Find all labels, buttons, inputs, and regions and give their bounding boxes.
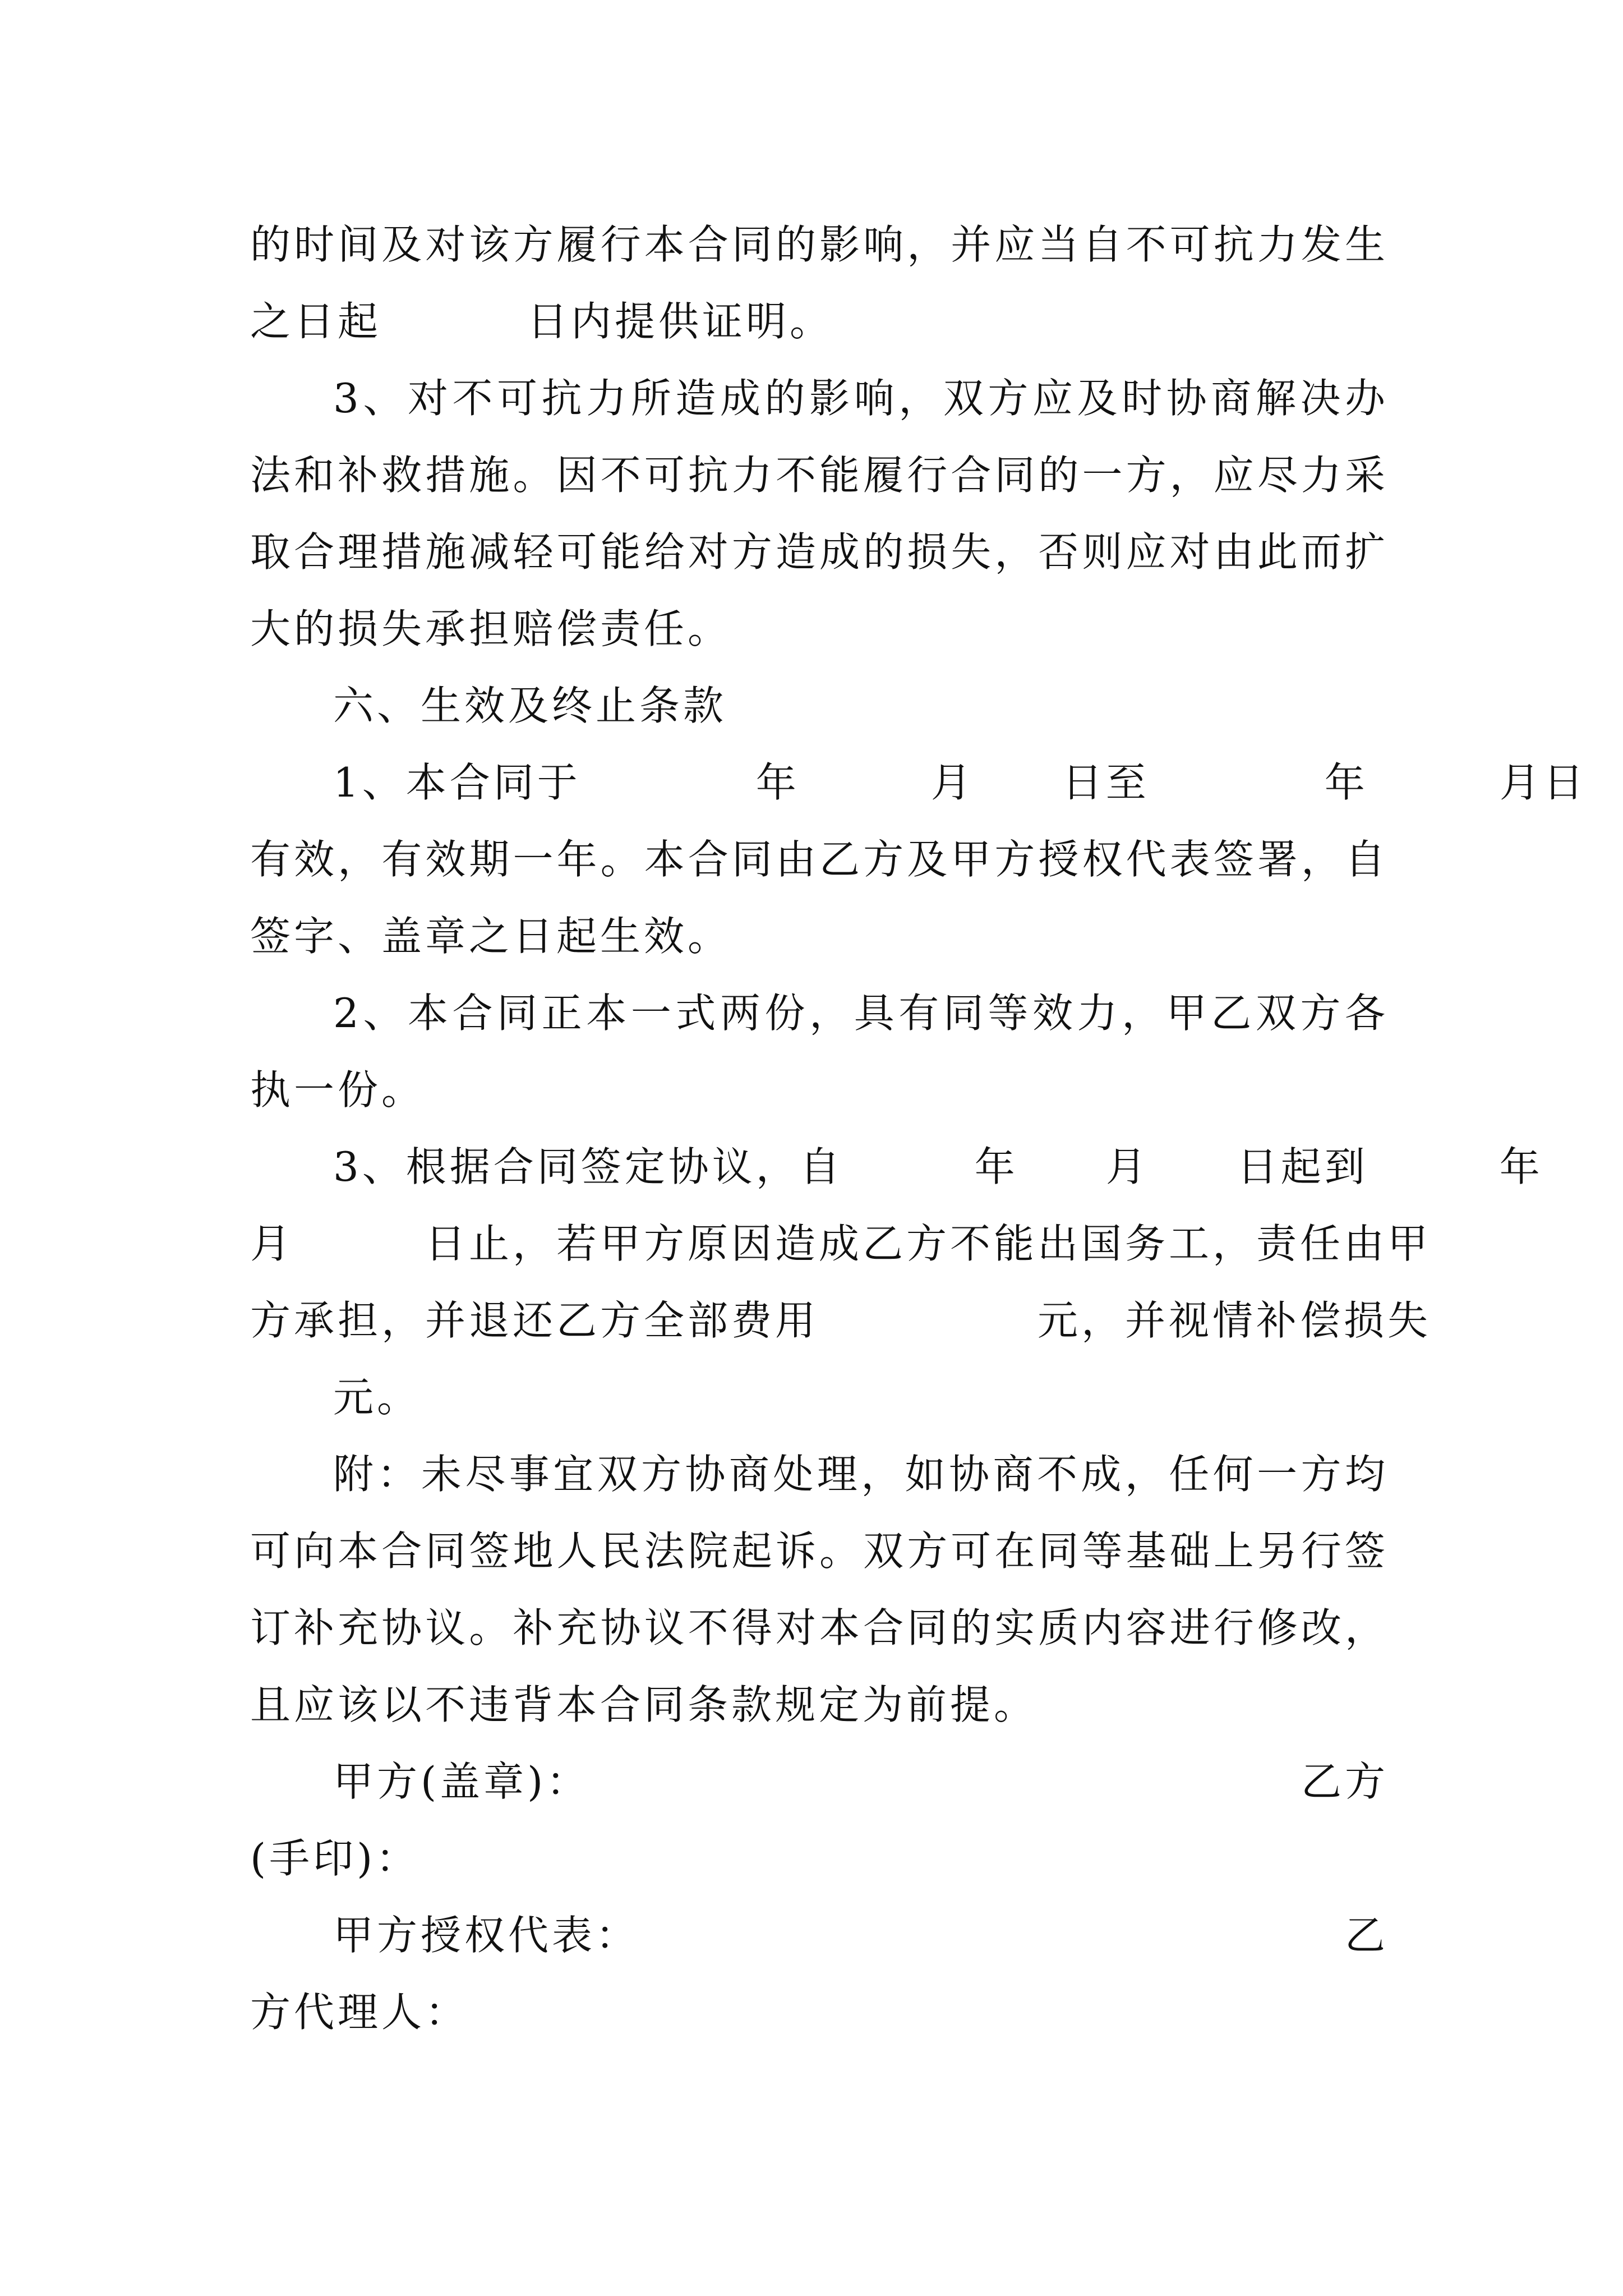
text-line: 取合理措施减轻可能给对方造成的损失，否则应对由此而扩 xyxy=(250,528,1389,576)
text-fragment: 日内提供证明。 xyxy=(527,298,834,345)
text-line: 可向本合同签地人民法院起诉。双方可在同等基础上另行签 xyxy=(250,1527,1389,1575)
party-b-agent-label: 方代理人： xyxy=(250,1989,469,2036)
party-a-representative-label: 甲方授权代表： xyxy=(333,1912,640,1959)
text-line: 执一份。 xyxy=(250,1066,426,1114)
text-line: 且应该以不违背本合同条款规定为前提。 xyxy=(250,1681,1038,1728)
appendix-note: 附：未尽事宜双方协商处理，如协商不成，任何一方均 xyxy=(333,1451,1389,1498)
section-heading: 六、生效及终止条款 xyxy=(333,682,727,729)
text-line: 的时间及对该方履行本合同的影响，并应当自不可抗力发生 xyxy=(250,221,1389,268)
party-b-thumbprint-label: (手印)： xyxy=(250,1835,420,1882)
clause-2: 2、本合同正本一式两份，具有同等效力，甲乙双方各 xyxy=(333,990,1389,1037)
text-line: 月 日止，若甲方原因造成乙方不能出国务工，责任由甲 xyxy=(250,1220,1432,1267)
text-line: 大的损失承担赔偿责任。 xyxy=(250,605,732,652)
contract-text xyxy=(250,206,1587,2051)
party-b-label: 乙方 xyxy=(1301,1758,1389,1805)
clause-3: 3、对不可抗力所造成的影响，双方应及时协商解决办 xyxy=(333,375,1389,422)
text-line: 签字、盖章之日起生效。 xyxy=(250,913,732,960)
text-line: 订补充协议。补充协议不得对本合同的实质内容进行修改， xyxy=(250,1604,1389,1651)
text-line: 有效，有效期一年。本合同由乙方及甲方授权代表签署，自 xyxy=(250,836,1389,883)
signature-row-2 xyxy=(250,1897,1389,1974)
text-line: 法和补救措施。因不可抗力不能履行合同的一方，应尽力采 xyxy=(250,452,1389,499)
party-b-char: 乙 xyxy=(1344,1912,1389,1959)
signature-row-1 xyxy=(250,1743,1389,1820)
text-line xyxy=(250,283,1389,360)
text-line: 方承担，并退还乙方全部费用 元，并视情补偿损失 xyxy=(250,1297,1432,1344)
clause-3b: 3、根据合同签定协议，自 年 月 日起到 年 xyxy=(333,1143,1543,1190)
party-a-seal-label: 甲方(盖章)： xyxy=(333,1758,591,1805)
clause-1: 1、本合同于 年 月 日至 年 月日 xyxy=(333,759,1587,806)
text-fragment: 之日起 xyxy=(250,298,382,345)
text-line: 元。 xyxy=(333,1374,421,1421)
